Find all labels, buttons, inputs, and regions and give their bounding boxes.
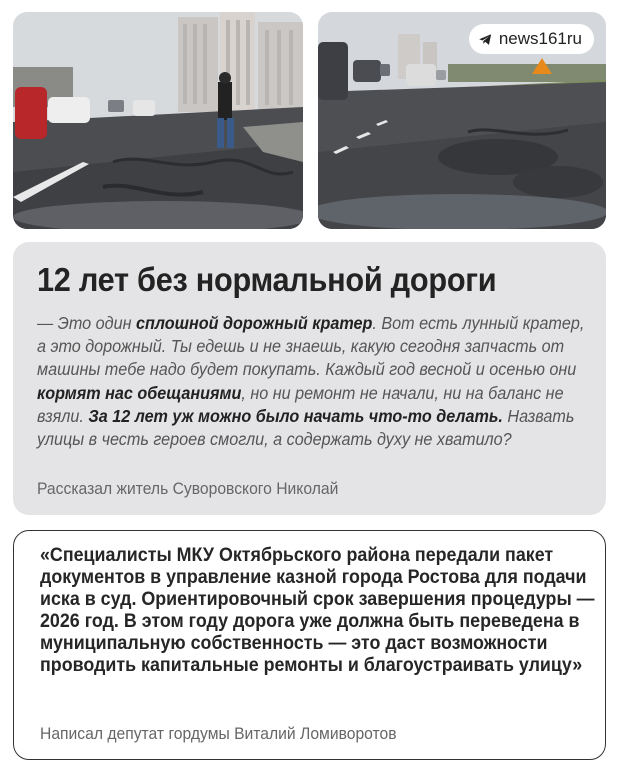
quote-part-bold: кормят нас обещаниями (37, 382, 242, 403)
source-badge[interactable] (469, 24, 594, 54)
quote-part: Назвать улицы в честь героев смогли, а содержать духу не хватило? (37, 405, 575, 450)
deputy-statement: «Специалисты МКУ Октябрьского района передали пакет документов в управление казной города Ростова для подачи иска в суд. Ориентировочный срок завершения процедуры — 2026 год. В этом году дорога уже должна быть переведена в муниципальную собственность — это даст возможности проводить капитальные ремонты и благоустраивать улицу» (40, 545, 595, 676)
quote-part: , но ни ремонт не начали, ни на баланс не взяли. (37, 382, 564, 426)
resident-attribution: Рассказал житель Суворовского Николай (37, 480, 339, 498)
deputy-statement-card (13, 530, 606, 760)
source-badge-text: news161ru (498, 29, 582, 48)
quote-part-bold: сплошной дорожный кратер (136, 313, 373, 333)
quote-part-bold: За 12 лет уж можно было начать что-то делать. (88, 405, 503, 426)
quote-part: . Вот есть лунный кратер, а это дорожный. Ты едешь и не знаешь, какую сегодня запчасть от машины тебе надо будет покупать. Каждый год весной и осенью они (37, 313, 585, 380)
street-photo-pedestrian (13, 12, 303, 229)
resident-quote (37, 312, 586, 451)
telegram-plane-icon (478, 32, 493, 47)
quote-part: — Это один (37, 313, 137, 333)
photo-street-left (13, 12, 303, 229)
deputy-attribution: Написал депутат гордумы Виталий Ломиворотов (40, 725, 397, 743)
headline: 12 лет без нормальной дороги (37, 261, 497, 298)
resident-quote-card (13, 242, 606, 515)
